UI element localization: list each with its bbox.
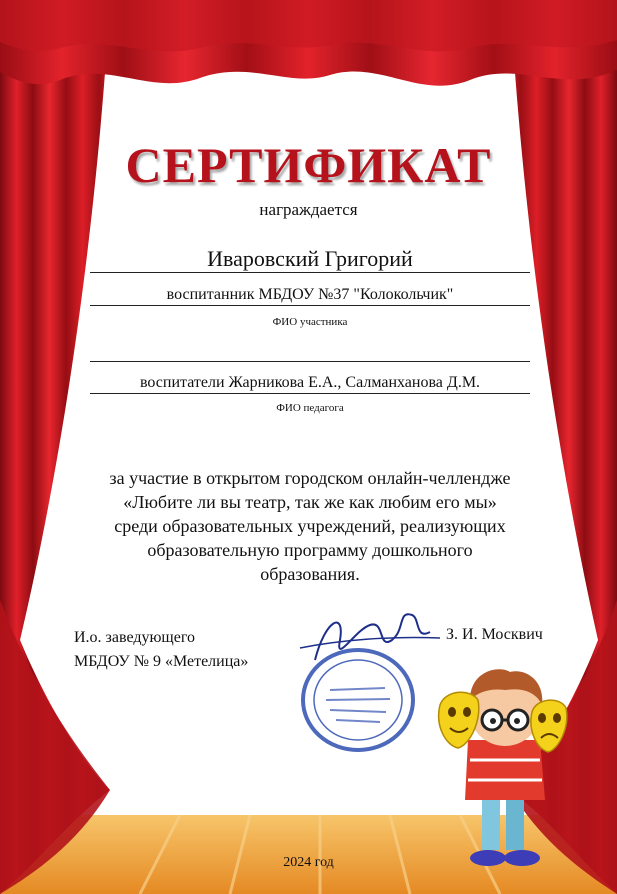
certificate-title: СЕРТИФИКАТ (125, 137, 492, 193)
participant-caption: ФИО участника (272, 316, 348, 328)
description-line: образования. (260, 564, 360, 584)
official-stamp (303, 650, 413, 750)
description-line: образовательную программу дошкольного (147, 540, 473, 560)
description-line: «Любите ли вы театр, так же как любим его мы» (123, 492, 497, 512)
name-underline (90, 272, 530, 273)
info-underline (90, 305, 530, 306)
signer-position-line: И.о. заведующего (74, 629, 196, 646)
teachers-info: воспитатели Жарникова Е.А., Салманханова Д.М. (139, 374, 481, 391)
certificate-year: 2024 год (283, 855, 334, 870)
participant-info: воспитанник МБДОУ №37 "Колокольчик" (166, 286, 454, 303)
blank-underline (90, 361, 530, 362)
signer-name: З. И. Москвич (446, 626, 543, 643)
award-description (60, 466, 560, 586)
signer-position (74, 626, 248, 674)
description-line: за участие в открытом городском онлайн-челлендже (109, 468, 511, 488)
teachers-underline (90, 393, 530, 394)
awarded-label: награждается (259, 200, 358, 219)
signer-position-line: МБДОУ № 9 «Метелица» (74, 653, 249, 670)
participant-name: Иваровский Григорий (207, 246, 413, 271)
description-line: среди образовательных учреждений, реализующих (114, 516, 506, 536)
teachers-caption: ФИО педагога (276, 402, 344, 414)
